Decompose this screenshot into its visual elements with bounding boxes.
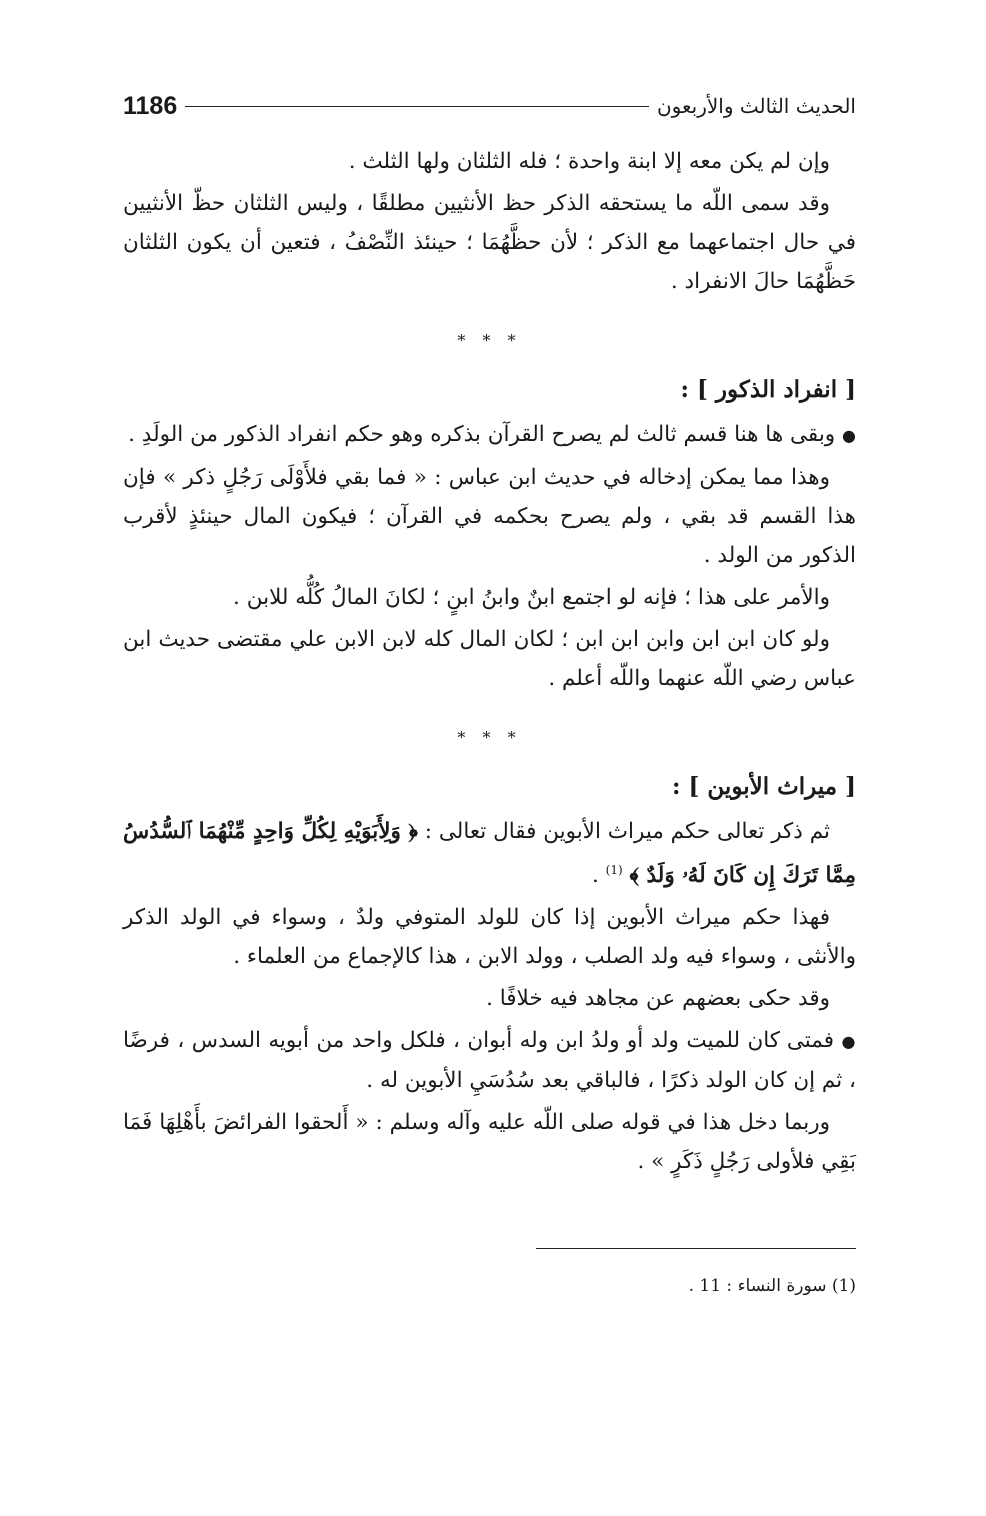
bullet-paragraph bbox=[123, 415, 856, 455]
paragraph: وربما دخل هذا في قوله صلى اللّه عليه وآله وسلم : « أَلحقوا الفرائضَ بأَهْلِهَا فَمَا بَقِي فلأولى رَجُلٍ ذَكَرٍ » . bbox=[123, 1110, 856, 1175]
paragraph-text: فمتى كان للميت ولد أو ولدُ ابن وله أبوان ، فلكل واحد من أبويه السدس ، فرضًا ، ثم إن كان الولد ذكرًا ، فالباقي بعد سُدُسَيِ الأبوين له . bbox=[123, 1028, 856, 1094]
footnote: (1) سورة النساء : 11 . bbox=[688, 1276, 856, 1296]
header-rule bbox=[185, 106, 649, 107]
section-heading: [ ميراث الأبوين ] : bbox=[672, 773, 856, 800]
page-number: 1186 bbox=[123, 91, 178, 120]
bullet-paragraph bbox=[123, 1021, 856, 1100]
page-body bbox=[123, 142, 856, 1184]
running-title: الحديث الثالث والأربعون bbox=[656, 94, 856, 118]
bullet-icon: ● bbox=[841, 1032, 856, 1052]
footnote-rule bbox=[536, 1248, 856, 1249]
quran-verse: ﴿ وَلِأَبَوَيْهِ لِكُلِّ وَاحِدٍ مِّنْهُمَا ٱلسُّدُسُ مِمَّا تَرَكَ إِن كَانَ لَهُۥ وَلَدٌ ﴾ bbox=[123, 819, 856, 889]
footnote-ref: (1) bbox=[605, 863, 623, 877]
section-separator: * * * bbox=[457, 728, 522, 747]
paragraph: ولو كان ابن ابن وابن ابن ابن ؛ لكان المال كله لابن الابن علي مقتضى حديث ابن عباس رضي اللّه عنهما واللّه أعلم . bbox=[123, 627, 856, 691]
paragraph: وقد سمى اللّه ما يستحقه الذكر حظ الأنثيين مطلقًا ، وليس الثلثان حظّ الأنثيين في حال اجتماعهما مع الذكر ؛ لأن حظَّهُمَا ؛ حينئذ النِّصْفُ ، فتعين أن يكون الثلثان حَظَّهُمَا حالَ الانفراد . bbox=[123, 191, 856, 294]
section-separator: * * * bbox=[457, 331, 522, 350]
page-header bbox=[123, 88, 856, 124]
paragraph: وقد حكى بعضهم عن مجاهد فيه خلافًا . bbox=[486, 986, 830, 1012]
paragraph: فهذا حكم ميراث الأبوين إذا كان للولد المتوفي ولدٌ ، وسواء في الولد الذكر والأنثى ، وسواء فيه ولد الصلب ، وولد الابن ، هذا كالإجماع من العلماء . bbox=[123, 905, 856, 970]
bullet-icon: ● bbox=[842, 426, 856, 445]
section-heading: [ انفراد الذكور ] : bbox=[680, 376, 856, 403]
paragraph-text: ثم ذكر تعالى حكم ميراث الأبوين فقال تعالى : bbox=[424, 819, 830, 844]
paragraph: وهذا مما يمكن إدخاله في حديث ابن عباس : « فما بقي فلأَوْلَى رَجُلٍ ذكر » فإن هذا القسم قد بقي ، ولم يصرح بحكمه في القرآن ؛ فيكون المال حينئذٍ لأقرب الذكور من الولد . bbox=[123, 465, 856, 568]
paragraph: وإن لم يكن معه إلا ابنة واحدة ؛ فله الثلثان ولها الثلث . bbox=[348, 149, 830, 174]
paragraph-end: . bbox=[591, 863, 599, 889]
paragraph: والأمر على هذا ؛ فإنه لو اجتمع ابنٌ وابنُ ابنٍ ؛ لكانَ المالُ كُلُّه للابن . bbox=[233, 585, 830, 610]
paragraph-text: وبقى ها هنا قسم ثالث لم يصرح القرآن بذكره وهو حكم انفراد الذكور من الولَدِ . bbox=[128, 422, 836, 447]
quran-paragraph bbox=[123, 812, 856, 895]
